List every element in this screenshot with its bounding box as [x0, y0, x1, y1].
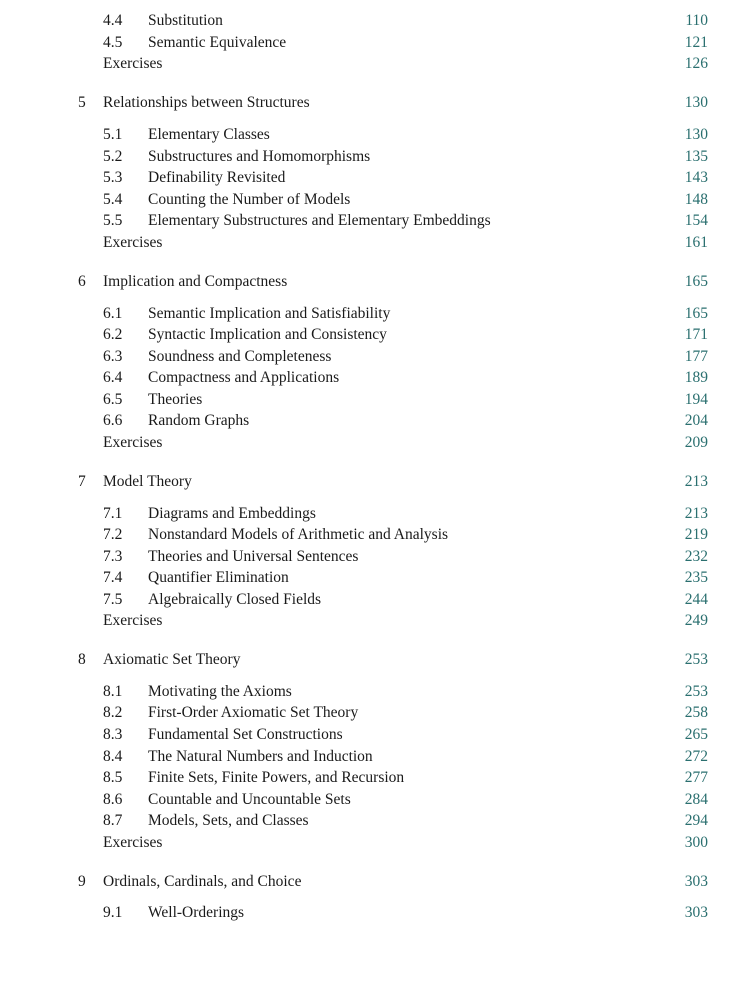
- toc-section-row: [0, 346, 743, 368]
- page-number: 204: [684, 412, 708, 429]
- section-number: 6.4: [103, 369, 123, 386]
- section-number: 8.4: [103, 748, 123, 765]
- toc-section-row: [0, 389, 743, 411]
- toc-section-row: [0, 124, 743, 146]
- section-title: Well-Orderings: [148, 904, 245, 921]
- page-number: 165: [684, 273, 708, 290]
- section-title: Countable and Uncountable Sets: [148, 791, 351, 808]
- toc-section-row: [0, 10, 743, 32]
- section-number: 7.3: [103, 548, 123, 565]
- toc-section-row: [0, 681, 743, 703]
- page-number: 235: [684, 569, 708, 586]
- chapter-number: 9: [78, 873, 86, 890]
- section-number: 7.2: [103, 526, 123, 543]
- toc-exercises-row: [0, 53, 743, 75]
- chapter-title: Implication and Compactness: [103, 273, 288, 290]
- section-number: 8.7: [103, 812, 123, 829]
- page-number: 130: [684, 94, 708, 111]
- section-title: Quantifier Elimination: [148, 569, 289, 586]
- page-number: 232: [684, 548, 708, 565]
- section-number: 8.3: [103, 726, 123, 743]
- section-title: The Natural Numbers and Induction: [148, 748, 373, 765]
- exercises-title: Exercises: [103, 234, 163, 251]
- chapter-title: Axiomatic Set Theory: [103, 651, 241, 668]
- section-title: First-Order Axiomatic Set Theory: [148, 704, 359, 721]
- section-title: Random Graphs: [148, 412, 250, 429]
- page-number: 244: [684, 591, 708, 608]
- toc-section-row: [0, 303, 743, 325]
- section-number: 6.2: [103, 326, 123, 343]
- page-number: 253: [684, 683, 708, 700]
- section-number: 7.1: [103, 505, 123, 522]
- toc-section-row: [0, 410, 743, 432]
- page-number: 189: [684, 369, 708, 386]
- toc-section-row: [0, 724, 743, 746]
- section-title: Elementary Substructures and Elementary Embeddings: [148, 212, 491, 229]
- toc-section-row: [0, 789, 743, 811]
- exercises-title: Exercises: [103, 834, 163, 851]
- section-title: Fundamental Set Constructions: [148, 726, 343, 743]
- page-number: 300: [684, 834, 708, 851]
- toc-section-row: [0, 167, 743, 189]
- chapter-title: Ordinals, Cardinals, and Choice: [103, 873, 302, 890]
- section-title: Finite Sets, Finite Powers, and Recursion: [148, 769, 405, 786]
- page-number: 213: [684, 473, 708, 490]
- toc-section-row: [0, 367, 743, 389]
- chapter-number: 5: [78, 94, 86, 111]
- toc-section-row: [0, 503, 743, 525]
- section-title: Semantic Implication and Satisfiability: [148, 305, 391, 322]
- chapter-number: 6: [78, 273, 86, 290]
- toc-section-row: [0, 324, 743, 346]
- section-title: Syntactic Implication and Consistency: [148, 326, 387, 343]
- toc-exercises-row: [0, 432, 743, 454]
- section-title: Theories and Universal Sentences: [148, 548, 359, 565]
- toc-section-row: [0, 810, 743, 832]
- toc-chapter-row: [0, 92, 743, 114]
- page-number: 121: [684, 34, 708, 51]
- page-number: 177: [684, 348, 708, 365]
- page-number: 303: [684, 873, 708, 890]
- page-number: 126: [684, 55, 708, 72]
- page-number: 265: [684, 726, 708, 743]
- chapter-title: Relationships between Structures: [103, 94, 310, 111]
- section-number: 5.5: [103, 212, 123, 229]
- section-title: Counting the Number of Models: [148, 191, 351, 208]
- section-number: 5.1: [103, 126, 123, 143]
- page-number: 110: [685, 12, 708, 29]
- section-number: 4.4: [103, 12, 123, 29]
- page-number: 272: [684, 748, 708, 765]
- page-number: 277: [684, 769, 708, 786]
- section-title: Algebraically Closed Fields: [148, 591, 322, 608]
- section-number: 7.5: [103, 591, 123, 608]
- chapter-title: Model Theory: [103, 473, 192, 490]
- section-title: Diagrams and Embeddings: [148, 505, 316, 522]
- exercises-title: Exercises: [103, 434, 163, 451]
- toc-chapter-row: [0, 271, 743, 293]
- page-number: 249: [684, 612, 708, 629]
- section-title: Models, Sets, and Classes: [148, 812, 309, 829]
- section-number: 6.3: [103, 348, 123, 365]
- page-number: 165: [684, 305, 708, 322]
- section-number: 5.4: [103, 191, 123, 208]
- section-title: Elementary Classes: [148, 126, 270, 143]
- toc-section-row: [0, 146, 743, 168]
- exercises-title: Exercises: [103, 612, 163, 629]
- section-title: Motivating the Axioms: [148, 683, 292, 700]
- section-title: Substructures and Homomorphisms: [148, 148, 371, 165]
- page-number: 171: [684, 326, 708, 343]
- section-title: Definability Revisited: [148, 169, 286, 186]
- page-number: 219: [684, 526, 708, 543]
- section-title: Nonstandard Models of Arithmetic and Analysis: [148, 526, 449, 543]
- toc-section-row: [0, 210, 743, 232]
- section-number: 6.6: [103, 412, 123, 429]
- section-number: 6.5: [103, 391, 123, 408]
- toc-section-row: [0, 746, 743, 768]
- toc-section-row: [0, 32, 743, 54]
- exercises-title: Exercises: [103, 55, 163, 72]
- toc-section-row: [0, 702, 743, 724]
- toc-section-row: [0, 546, 743, 568]
- page-number: 130: [684, 126, 708, 143]
- section-title: Compactness and Applications: [148, 369, 340, 386]
- toc-exercises-row: [0, 232, 743, 254]
- toc-section-row: [0, 524, 743, 546]
- page-number: 194: [684, 391, 708, 408]
- toc-chapter-row: [0, 471, 743, 493]
- page-number: 154: [684, 212, 708, 229]
- toc-chapter-row: [0, 649, 743, 671]
- section-title: Soundness and Completeness: [148, 348, 332, 365]
- section-number: 6.1: [103, 305, 123, 322]
- page-number: 161: [684, 234, 708, 251]
- toc-section-row: [0, 189, 743, 211]
- chapter-number: 8: [78, 651, 86, 668]
- section-number: 5.3: [103, 169, 123, 186]
- page-number: 143: [684, 169, 708, 186]
- section-title: Substitution: [148, 12, 223, 29]
- page-number: 135: [684, 148, 708, 165]
- toc-exercises-row: [0, 610, 743, 632]
- toc-chapter-row: [0, 871, 743, 893]
- section-number: 9.1: [103, 904, 123, 921]
- section-title: Semantic Equivalence: [148, 34, 287, 51]
- page-number: 253: [684, 651, 708, 668]
- section-number: 7.4: [103, 569, 123, 586]
- section-number: 4.5: [103, 34, 123, 51]
- section-title: Theories: [148, 391, 203, 408]
- toc-section-row: [0, 567, 743, 589]
- toc-section-row: [0, 902, 743, 924]
- section-number: 8.5: [103, 769, 123, 786]
- toc-exercises-row: [0, 832, 743, 854]
- page-number: 294: [684, 812, 708, 829]
- section-number: 8.1: [103, 683, 123, 700]
- section-number: 8.2: [103, 704, 123, 721]
- page-number: 284: [684, 791, 708, 808]
- toc-section-row: [0, 589, 743, 611]
- page-number: 209: [684, 434, 708, 451]
- toc-section-row: [0, 767, 743, 789]
- page-number: 148: [684, 191, 708, 208]
- page-number: 303: [684, 904, 708, 921]
- page-number: 258: [684, 704, 708, 721]
- section-number: 8.6: [103, 791, 123, 808]
- chapter-number: 7: [78, 473, 86, 490]
- section-number: 5.2: [103, 148, 123, 165]
- page-number: 213: [684, 505, 708, 522]
